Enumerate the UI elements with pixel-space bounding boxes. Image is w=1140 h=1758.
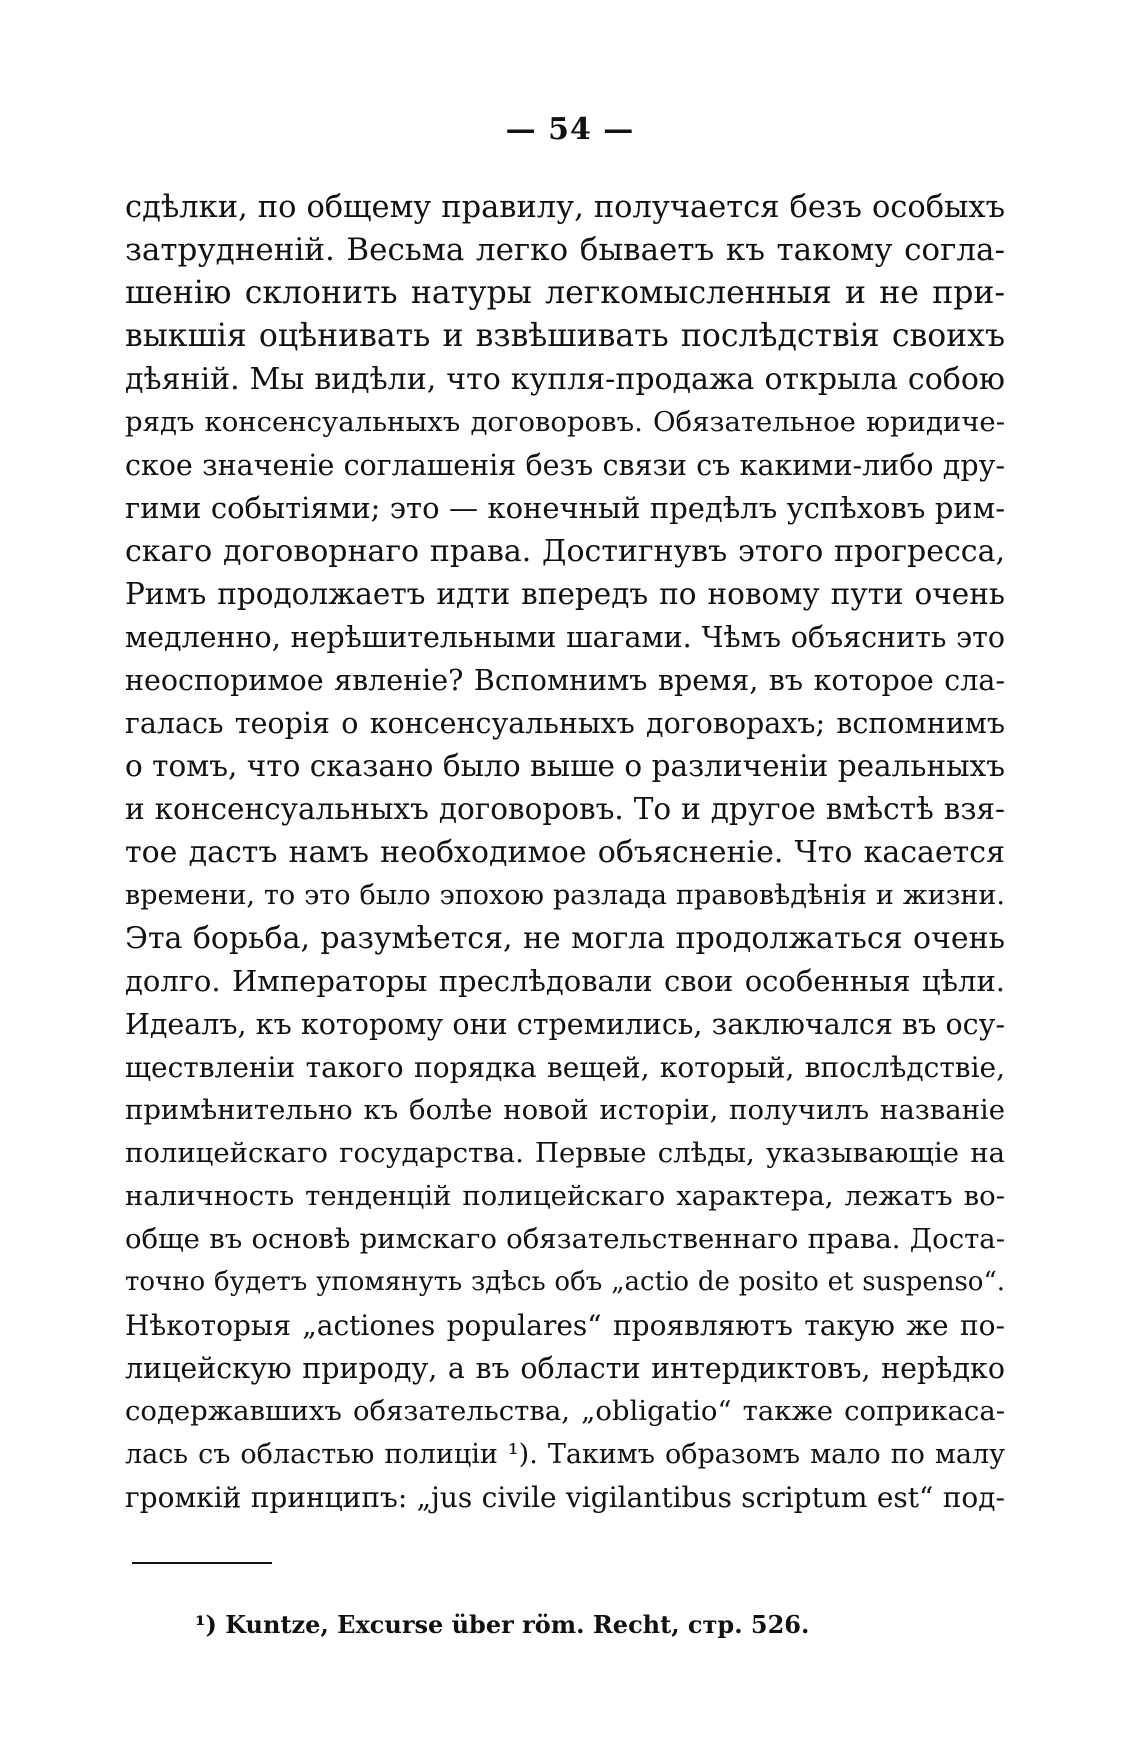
- footnote: ¹) Kuntze, Excurse über röm. Recht, стр. 526.: [195, 1610, 810, 1639]
- text-line: шенію склонить натуры легкомысленныя и не при-: [125, 275, 1005, 311]
- text-line: ское значеніе соглашенія безъ связи съ какими-либо дру-: [125, 449, 1005, 482]
- text-line: наличность тенденцій полицейскаго характера, лежатъ во-: [125, 1180, 1005, 1212]
- text-line: лась съ областью полиціи ¹). Такимъ образомъ мало по малу: [125, 1439, 1005, 1470]
- text-line: медленно, нерѣшительными шагами. Чѣмъ объяснить это: [125, 621, 1005, 654]
- text-line: галась теорія о консенсуальныхъ договорахъ; вспомнимъ: [125, 707, 1005, 740]
- text-line: тое дастъ намъ необходимое объясненіе. Что касается: [125, 835, 1005, 870]
- text-line: скаго договорнаго права. Достигнувъ этого прогресса,: [125, 534, 1005, 569]
- text-line: лицейскую природу, а въ области интердиктовъ, нерѣдко: [125, 1352, 1005, 1385]
- text-line: обще въ основѣ римскаго обязательственнаго права. Доста-: [125, 1223, 1005, 1255]
- text-line: времени, то это было эпохою разлада правовѣдѣнія и жизни.: [125, 880, 1005, 911]
- body-text: [125, 186, 1005, 1519]
- text-line: Идеалъ, къ которому они стремились, заключался въ осу-: [125, 1008, 1005, 1041]
- text-line: дѣяній. Мы видѣли, что купля-продажа открыла собою: [125, 362, 1005, 397]
- text-line: ществленіи такого порядка вещей, который, впослѣдствіе,: [125, 1051, 1005, 1084]
- text-line: точно будетъ упомянуть здѣсь объ „actio de posito et suspenso“.: [125, 1267, 1005, 1297]
- text-line: выкшія оцѣнивать и взвѣшивать послѣдствія своихъ: [125, 318, 1005, 354]
- text-line: Эта борьба, разумѣется, не могла продолжаться очень: [125, 921, 1005, 956]
- text-line: громкій принципъ: „jus civile vigilantibus scriptum est“ под-: [125, 1481, 1005, 1514]
- text-line: сдѣлки, по общему правилу, получается безъ особыхъ: [125, 190, 1005, 225]
- text-line: и консенсуальныхъ договоровъ. То и другое вмѣстѣ взя-: [125, 792, 1005, 826]
- text-line: неоспоримое явленіе? Вспомнимъ время, въ которое сла-: [125, 664, 1005, 697]
- text-line: рядъ консенсуальныхъ договоровъ. Обязательное юридиче-: [125, 406, 1005, 438]
- text-line: гими событіями; это — конечный предѣлъ успѣховъ рим-: [125, 491, 1005, 525]
- text-line: Нѣкоторыя „actiones populares“ проявляютъ такую же по-: [125, 1309, 1005, 1342]
- text-line: Римъ продолжаетъ идти впередъ по новому пути очень: [125, 577, 1005, 611]
- footnote-divider: [132, 1562, 272, 1564]
- text-line: долго. Императоры преслѣдовали свои особенныя цѣли.: [125, 964, 1005, 998]
- text-line: затрудненій. Весьма легко бываетъ къ такому согла-: [125, 232, 1005, 268]
- text-line: полицейскаго государства. Первые слѣды, указывающіе на: [125, 1137, 1005, 1169]
- page-number: — 54 —: [505, 112, 635, 147]
- text-line: примѣнительно къ болѣе новой исторіи, получилъ названіе: [125, 1094, 1005, 1126]
- text-line: о томъ, что сказано было выше о различеніи реальныхъ: [125, 749, 1005, 783]
- text-line: содержавшихъ обязательства, „obligatio“ также соприкаса-: [125, 1395, 1005, 1427]
